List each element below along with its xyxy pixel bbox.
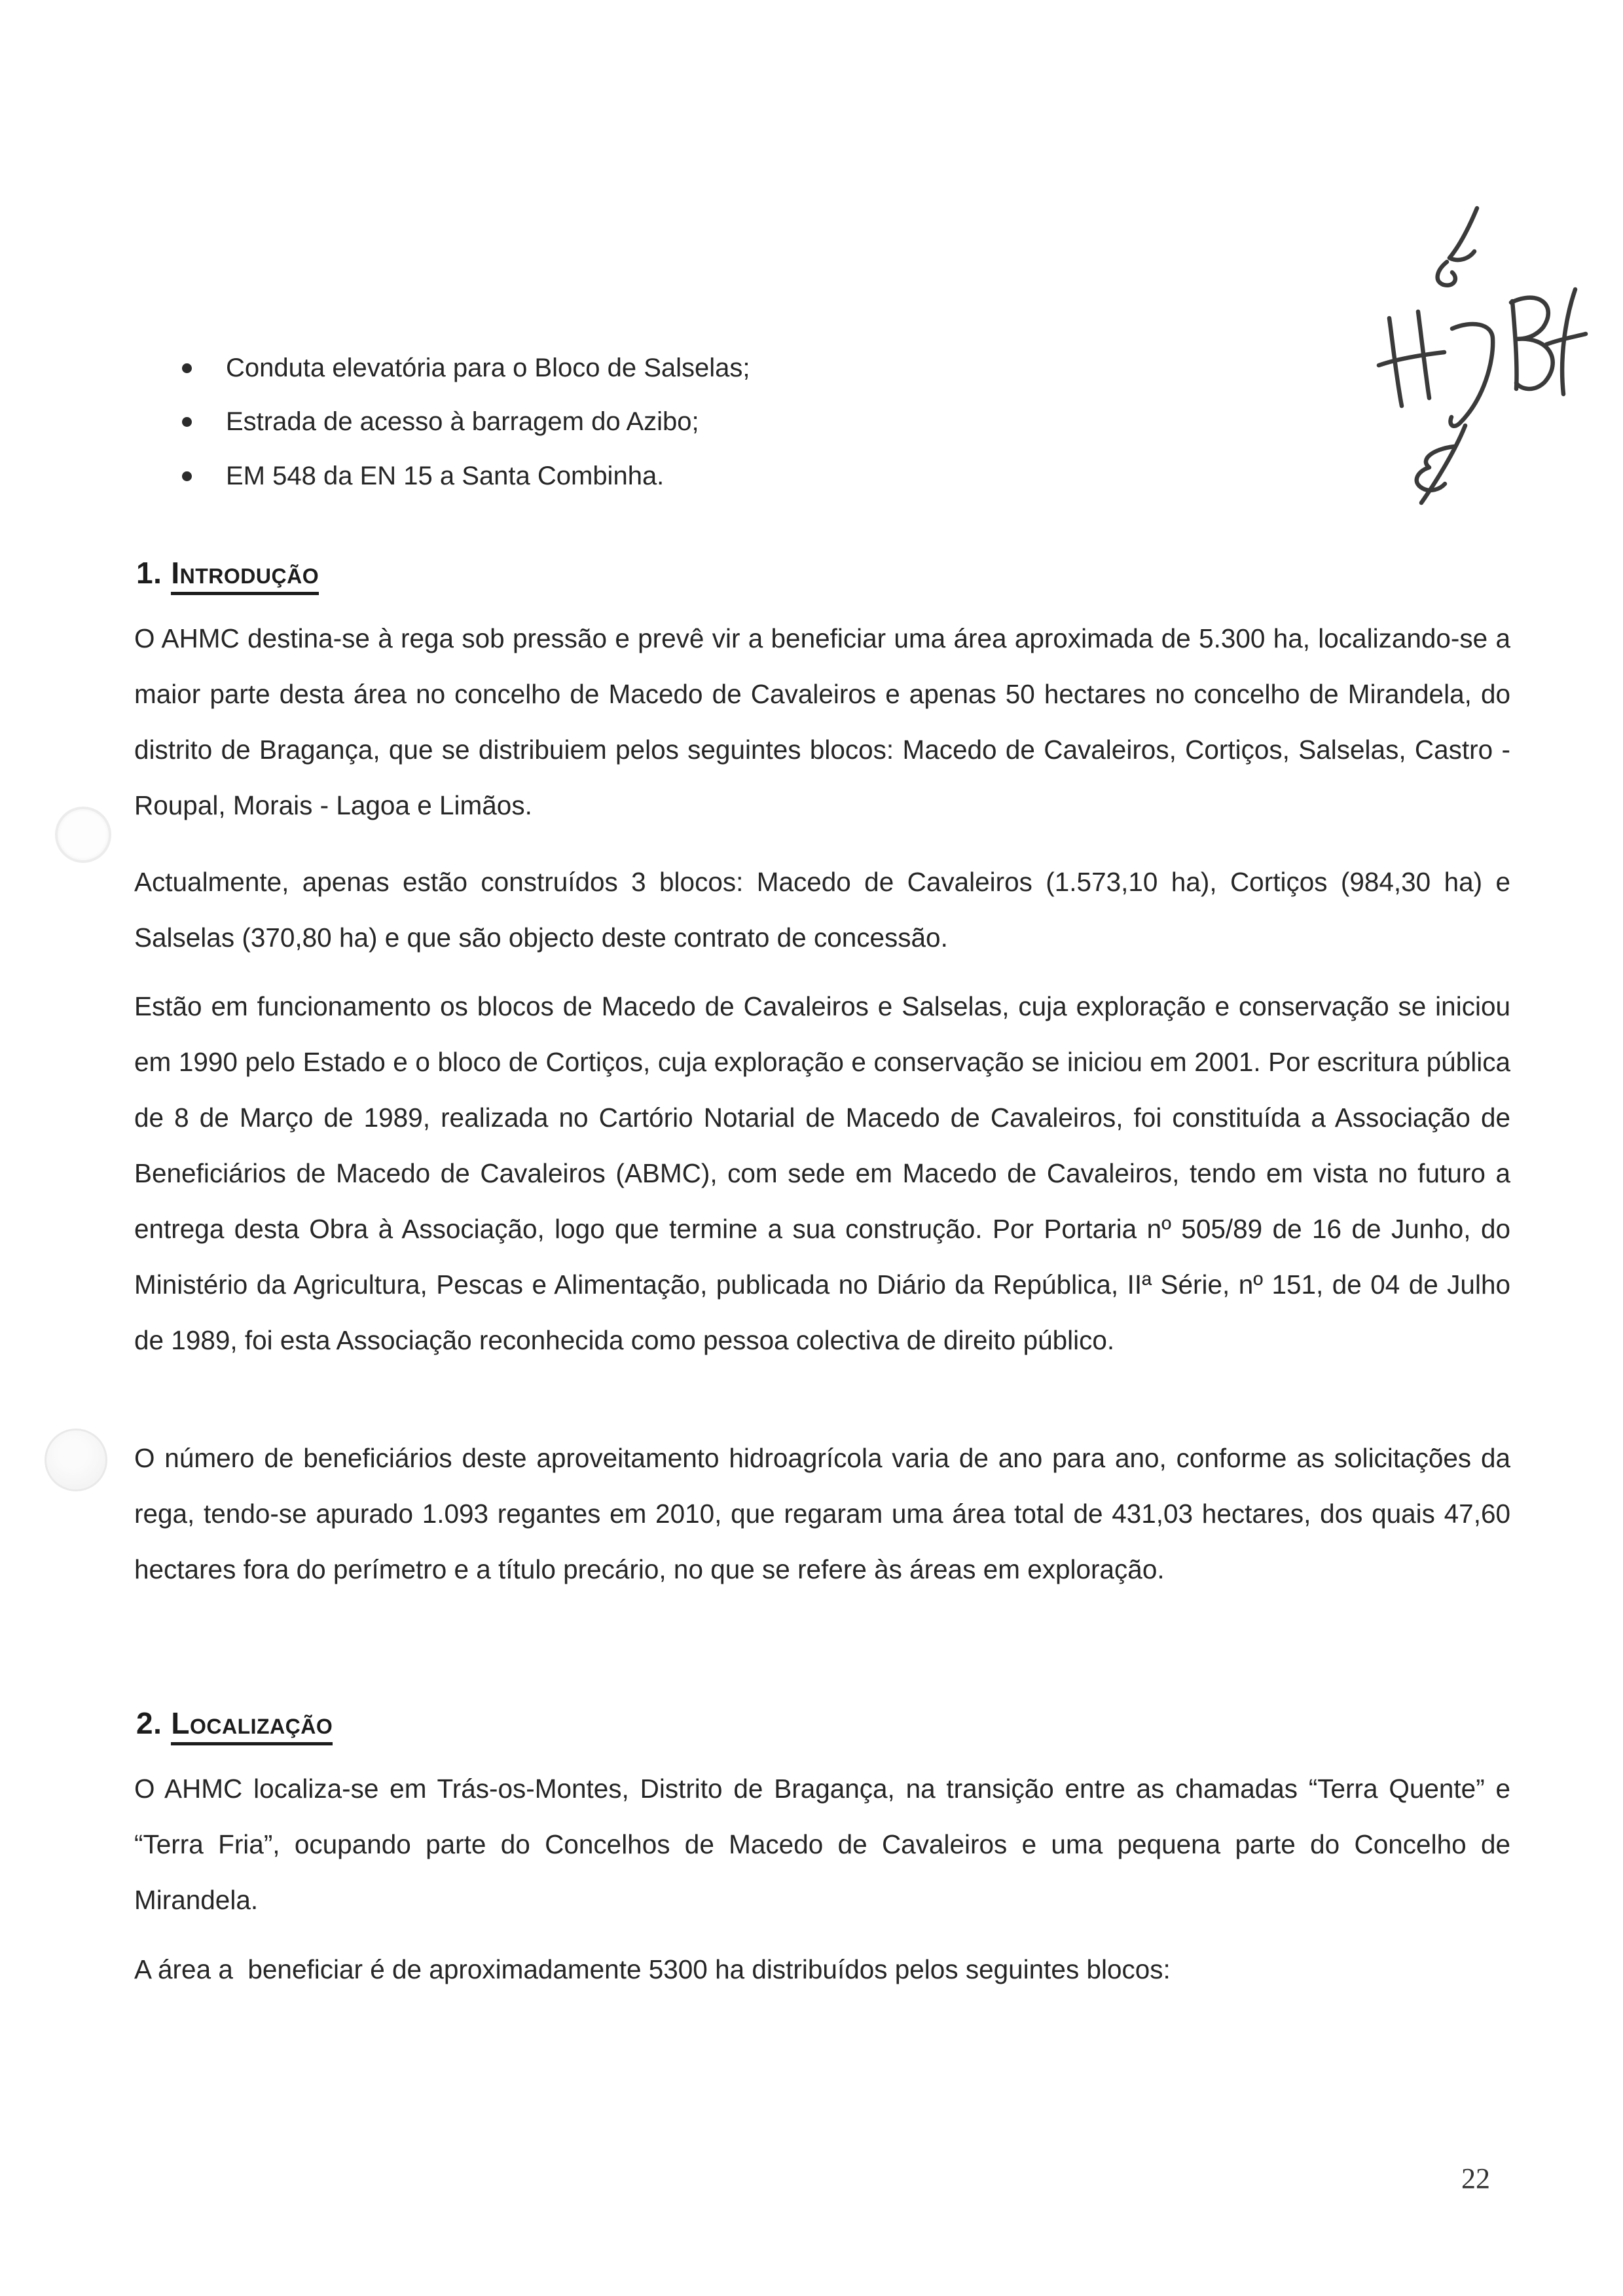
bullet-icon: [182, 471, 192, 481]
heading-title: Introdução: [171, 556, 319, 595]
page-number: 22: [1461, 2162, 1490, 2195]
section-heading-localizacao: [136, 1705, 333, 1741]
bullet-item: [182, 351, 1099, 385]
bullet-text: EM 548 da EN 15 a Santa Combinha.: [226, 462, 665, 490]
heading-title: Localização: [171, 1706, 333, 1745]
bullet-item: [182, 405, 1099, 439]
handwritten-flourish: [1417, 426, 1465, 503]
handwritten-check-mark: [1438, 208, 1477, 285]
paragraph-intro-1: O AHMC destina-se à rega sob pressão e prevê vir a beneficiar uma área aproximada de 5.300 ha, localizando-se a maior parte desta área no concelho de Macedo de Cavaleiros e apenas 50 hectares no concelho de Mirandela, do distrito de Bragança, que se distribuiem pelos seguintes blocos: Macedo de Cavaleiros, Cortiços, Salselas, Castro - Roupal, Morais - Lagoa e Limãos.: [134, 623, 1510, 820]
paragraph-localizacao-1: O AHMC localiza-se em Trás-os-Montes, Distrito de Bragança, na transição entre as chamadas “Terra Quente” e “Terra Fria”, ocupando parte do Concelhos de Macedo de Cavaleiros e uma pequena parte do Concelho de Mirandela.: [134, 1774, 1510, 1915]
bullet-item: [182, 459, 1099, 493]
bullet-icon: [182, 417, 192, 427]
paragraph-intro-2: Actualmente, apenas estão construídos 3 blocos: Macedo de Cavaleiros (1.573,10 ha), Cortiços (984,30 ha) e Salselas (370,80 ha) e que são objecto deste contrato de concessão.: [134, 867, 1510, 953]
handwritten-initials: [1379, 289, 1586, 426]
bullet-icon: [182, 363, 192, 373]
heading-number: 2.: [136, 1706, 162, 1740]
handwritten-annotations: [1355, 190, 1617, 517]
hole-punch-mark: [45, 1429, 107, 1491]
paragraph-intro-4: O número de beneficiários deste aproveitamento hidroagrícola varia de ano para ano, conforme as solicitações da rega, tendo-se apurado 1.093 regantes em 2010, que regaram uma área total de 431,03 hectares, dos quais 47,60 hectares fora do perímetro e a título precário, no que se refere às áreas em exploração.: [134, 1443, 1510, 1584]
section-heading-introducao: [136, 555, 319, 591]
bullet-text: Conduta elevatória para o Bloco de Salselas;: [226, 354, 750, 382]
heading-number: 1.: [136, 556, 162, 590]
hole-punch-mark: [55, 807, 111, 863]
paragraph-intro-3: Estão em funcionamento os blocos de Macedo de Cavaleiros e Salselas, cuja exploração e conservação se iniciou em 1990 pelo Estado e o bloco de Cortiços, cuja exploração e conservação se iniciou em 2001. Por escritura pública de 8 de Março de 1989, realizada no Cartório Notarial de Macedo de Cavaleiros, foi constituída a Associação de Beneficiários de Macedo de Cavaleiros (ABMC), com sede em Macedo de Cavaleiros, tendo em vista no futuro a entrega desta Obra à Associação, logo que termine a sua construção. Por Portaria nº 505/89 de 16 de Junho, do Ministério da Agricultura, Pescas e Alimentação, publicada no Diário da República, IIª Série, nº 151, de 04 de Julho de 1989, foi esta Associação reconhecida como pessoa colectiva de direito público.: [134, 991, 1510, 1355]
paragraph-localizacao-2: A área a beneficiar é de aproximadamente 5300 ha distribuídos pelos seguintes blocos:: [134, 1954, 1171, 1984]
bullet-text: Estrada de acesso à barragem do Azibo;: [226, 407, 699, 436]
